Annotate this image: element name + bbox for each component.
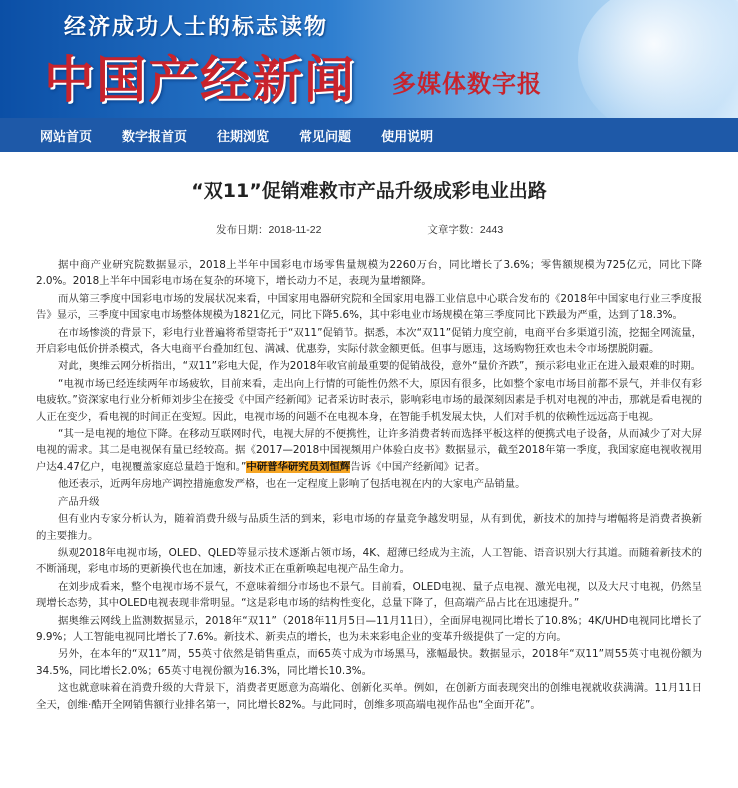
paragraph: 他还表示，近两年房地产调控措施愈发严格，也在一定程度上影响了包括电视在内的大家电产品销量。 <box>58 478 526 491</box>
nav-help[interactable]: 使用说明 <box>381 129 434 145</box>
section-heading: 产品升级 <box>58 495 100 508</box>
banner-tagline: 经济成功人士的标志读物 <box>64 15 329 40</box>
site-logo[interactable]: 中国产经新闻 <box>44 51 356 109</box>
paragraph <box>36 426 702 475</box>
main-navbar <box>0 118 738 152</box>
article-title: “双11”促销难救市产品升级成彩电业出路 <box>191 180 547 202</box>
paragraph: 另外，在本年的“双11”周，55英寸依然是销售重点，而65英寸成为市场黑马，涨幅最快。数据显示，2018年“双11”周55英寸电视份额为34.5%，同比增长2.0%；65英寸电视份额为16.3%，同比增长10.3%。 <box>36 648 702 677</box>
publish-date: 发布日期：2018-11-22 <box>216 224 322 236</box>
paragraph: “电视市场已经连续两年市场疲软，目前来看，走出向上行情的可能性仍然不大，原因有很多，比如整个家电市场目前都不景气，并非仅有彩电疲软。”资深家电行业分析师刘步尘在接受《中国产经新闻》记者采访时表示，影响彩电市场的最深刻因素是手机对电视的冲击，那就是看电视的人正在变少，看电视的时间正在变短。因此，电视市场的问题不在电视本身，在智能手机发展太快，人们对手机的依赖性远远高于电视。 <box>36 377 702 423</box>
paragraph: 而从第三季度中国彩电市场的发展状况来看，中国家用电器研究院和全国家用电器工业信息中心联合发布的《2018年中国家电行业三季度报告》显示，三季度中国家电市场整体规模为1821亿元，同比下降5.6%，其中彩电业市场规模在第三季度同比下跌最为严重，达到了18.3%。 <box>36 292 702 322</box>
paragraph: 在市场惨淡的背景下，彩电行业普遍将希望寄托于“双11”促销节。据悉，本次“双11”促销力度空前，电商平台多渠道引流，挖掘全网流量，开启彩电低价拼杀模式，各大电商平台叠加红包、满减、优惠券，实际付款金额更低。但事与愿违，这场购物狂欢也未令市场摆脱阴霾。 <box>36 326 702 356</box>
paragraph-text: 告诉《中国产经新闻》记者。 <box>350 460 486 473</box>
article <box>0 176 738 713</box>
highlighted-source: 中研普华研究员刘恒辉 <box>246 460 351 473</box>
paragraph: 在刘步成看来，整个电视市场不景气，不意味着细分市场也不景气。目前看，OLED电视、量子点电视、激光电视，以及大尺寸电视，仍然呈现增长态势，其中OLED电视表现非常明显。“这是彩电市场的结构性变化，总量下降了，但高端产品占比在迅速提升。” <box>36 580 702 610</box>
paragraph-text: “其一是电视的地位下降。在移动互联网时代，电视大屏的不便携性，让许多消费者转而选择平板这样的便携式电子设备，从而减少了对大屏电视的需求。其二是电视保有量已经较高。据《2017—2018中国视频用户体验白皮书》数据显示，截至2018年第一季度，我国家庭电视收视用户达4.47亿户，电视覆盖家庭总量趋于饱和。” <box>36 428 702 473</box>
nav-home[interactable]: 网站首页 <box>40 129 93 145</box>
article-meta <box>36 222 702 237</box>
banner-badge: 多媒体数字报 <box>392 70 542 98</box>
paragraph: 对此，奥维云网分析指出，“双11”彩电大促，作为2018年收官前最重要的促销战役，意外“量价齐跌”，预示彩电业正在进入最艰难的时期。 <box>58 360 702 373</box>
nav-digital-home[interactable]: 数字报首页 <box>122 129 188 145</box>
paragraph: 这也就意味着在消费升级的大背景下，消费者更愿意为高端化、创新化买单。例如，在创新方面表现突出的创维电视就收获满满。11月11日全天，创维·酷开全网销售额行业排名第一，同比增长82%。与此同时，创维多项高端电视作品也“全面开花”。 <box>36 682 702 711</box>
site-banner <box>0 0 738 118</box>
word-count: 文章字数：2443 <box>427 224 504 236</box>
article-body <box>36 257 702 713</box>
nav-faq[interactable]: 常见问题 <box>299 129 352 145</box>
paragraph: 据中商产业研究院数据显示，2018上半年中国彩电市场零售量规模为2260万台，同比增长了3.6%；零售额规模为725亿元，同比下降2.0%。2018上半年中国彩电市场在复杂的环境下，增长动力不足，表现为量增额降。 <box>36 259 702 288</box>
paragraph: 纵观2018年电视市场，OLED、QLED等显示技术逐渐占领市场，4K、超薄已经成为主流，人工智能、语音识别大行其道。而随着新技术的不断涌现，彩电市场的更新换代也在加速，新技术正在重新唤起电视产品生命力。 <box>36 546 702 576</box>
nav-archive[interactable]: 往期浏览 <box>217 129 270 145</box>
paragraph: 但有业内专家分析认为，随着消费升级与品质生活的到来，彩电市场的存量竞争越发明显，从有到优，新技术的加持与增幅将是消费者换新的主要推力。 <box>36 513 702 542</box>
paragraph: 据奥维云网线上监测数据显示，2018年“双11”（2018年11月5日—11月11日），全面屏电视同比增长了10.8%；4K/UHD电视同比增长了9.9%；人工智能电视同比增长了7.6%。新技术、新卖点的增长，也为未来彩电企业的变革升级提供了一定的方向。 <box>36 614 702 643</box>
globe-decoration <box>578 0 738 118</box>
